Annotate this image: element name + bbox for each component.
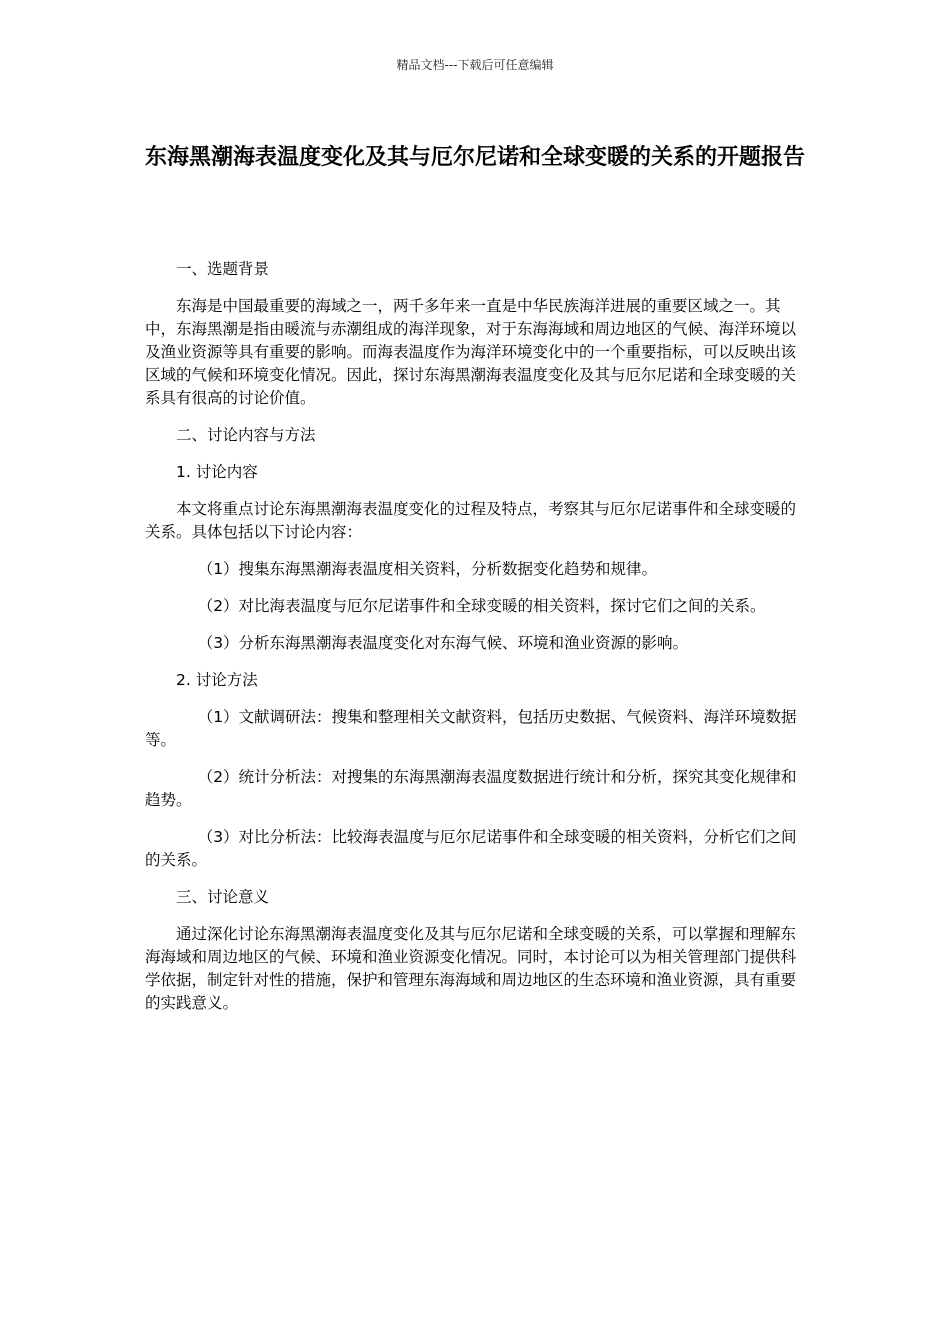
list-item: （1）搜集东海黑潮海表温度相关资料，分析数据变化趋势和规律。 — [197, 560, 658, 578]
document-body — [145, 258, 805, 1029]
list-item: （3）分析东海黑潮海表温度变化对东海气候、环境和渔业资源的影响。 — [197, 634, 689, 652]
paragraph: 通过深化讨论东海黑潮海表温度变化及其与厄尔尼诺和全球变暖的关系，可以掌握和理解东海海域和周边地区的气候、环境和渔业资源变化情况。同时，本讨论可以为相关管理部门提供科学依据，制定针对性的措施，保护和管理东海海域和周边地区的生态环境和渔业资源，具有重要的实践意义。 — [145, 925, 797, 1012]
subsection-heading: 2. 讨论方法 — [176, 671, 258, 689]
list-item: （2）对比海表温度与厄尔尼诺事件和全球变暖的相关资料，探讨它们之间的关系。 — [197, 597, 766, 615]
list-item: （2）统计分析法：对搜集的东海黑潮海表温度数据进行统计和分析，探究其变化规律和趋势。 — [145, 768, 797, 809]
section-heading: 二、讨论内容与方法 — [176, 426, 316, 444]
paragraph: 本文将重点讨论东海黑潮海表温度变化的过程及特点，考察其与厄尔尼诺事件和全球变暖的关系。具体包括以下讨论内容： — [145, 500, 797, 541]
paragraph: 东海是中国最重要的海域之一，两千多年来一直是中华民族海洋进展的重要区域之一。其中，东海黑潮是指由暖流与赤潮组成的海洋现象，对于东海海域和周边地区的气候、海洋环境以及渔业资源等具有重要的影响。而海表温度作为海洋环境变化中的一个重要指标，可以反映出该区域的气候和环境变化情况。因此，探讨东海黑潮海表温度变化及其与厄尔尼诺和全球变暖的关系具有很高的讨论价值。 — [145, 297, 797, 407]
list-item: （3）对比分析法：比较海表温度与厄尔尼诺事件和全球变暖的相关资料，分析它们之间的关系。 — [145, 828, 797, 869]
header-note: 精品文档---下载后可任意编辑 — [396, 58, 554, 72]
section-heading: 三、讨论意义 — [176, 888, 270, 906]
subsection-heading: 1. 讨论内容 — [176, 463, 258, 481]
list-item: （1）文献调研法：搜集和整理相关文献资料，包括历史数据、气候资料、海洋环境数据等。 — [145, 708, 797, 749]
section-heading: 一、选题背景 — [176, 260, 270, 278]
document-title: 东海黑潮海表温度变化及其与厄尔尼诺和全球变暖的关系的开题报告 — [145, 145, 806, 170]
